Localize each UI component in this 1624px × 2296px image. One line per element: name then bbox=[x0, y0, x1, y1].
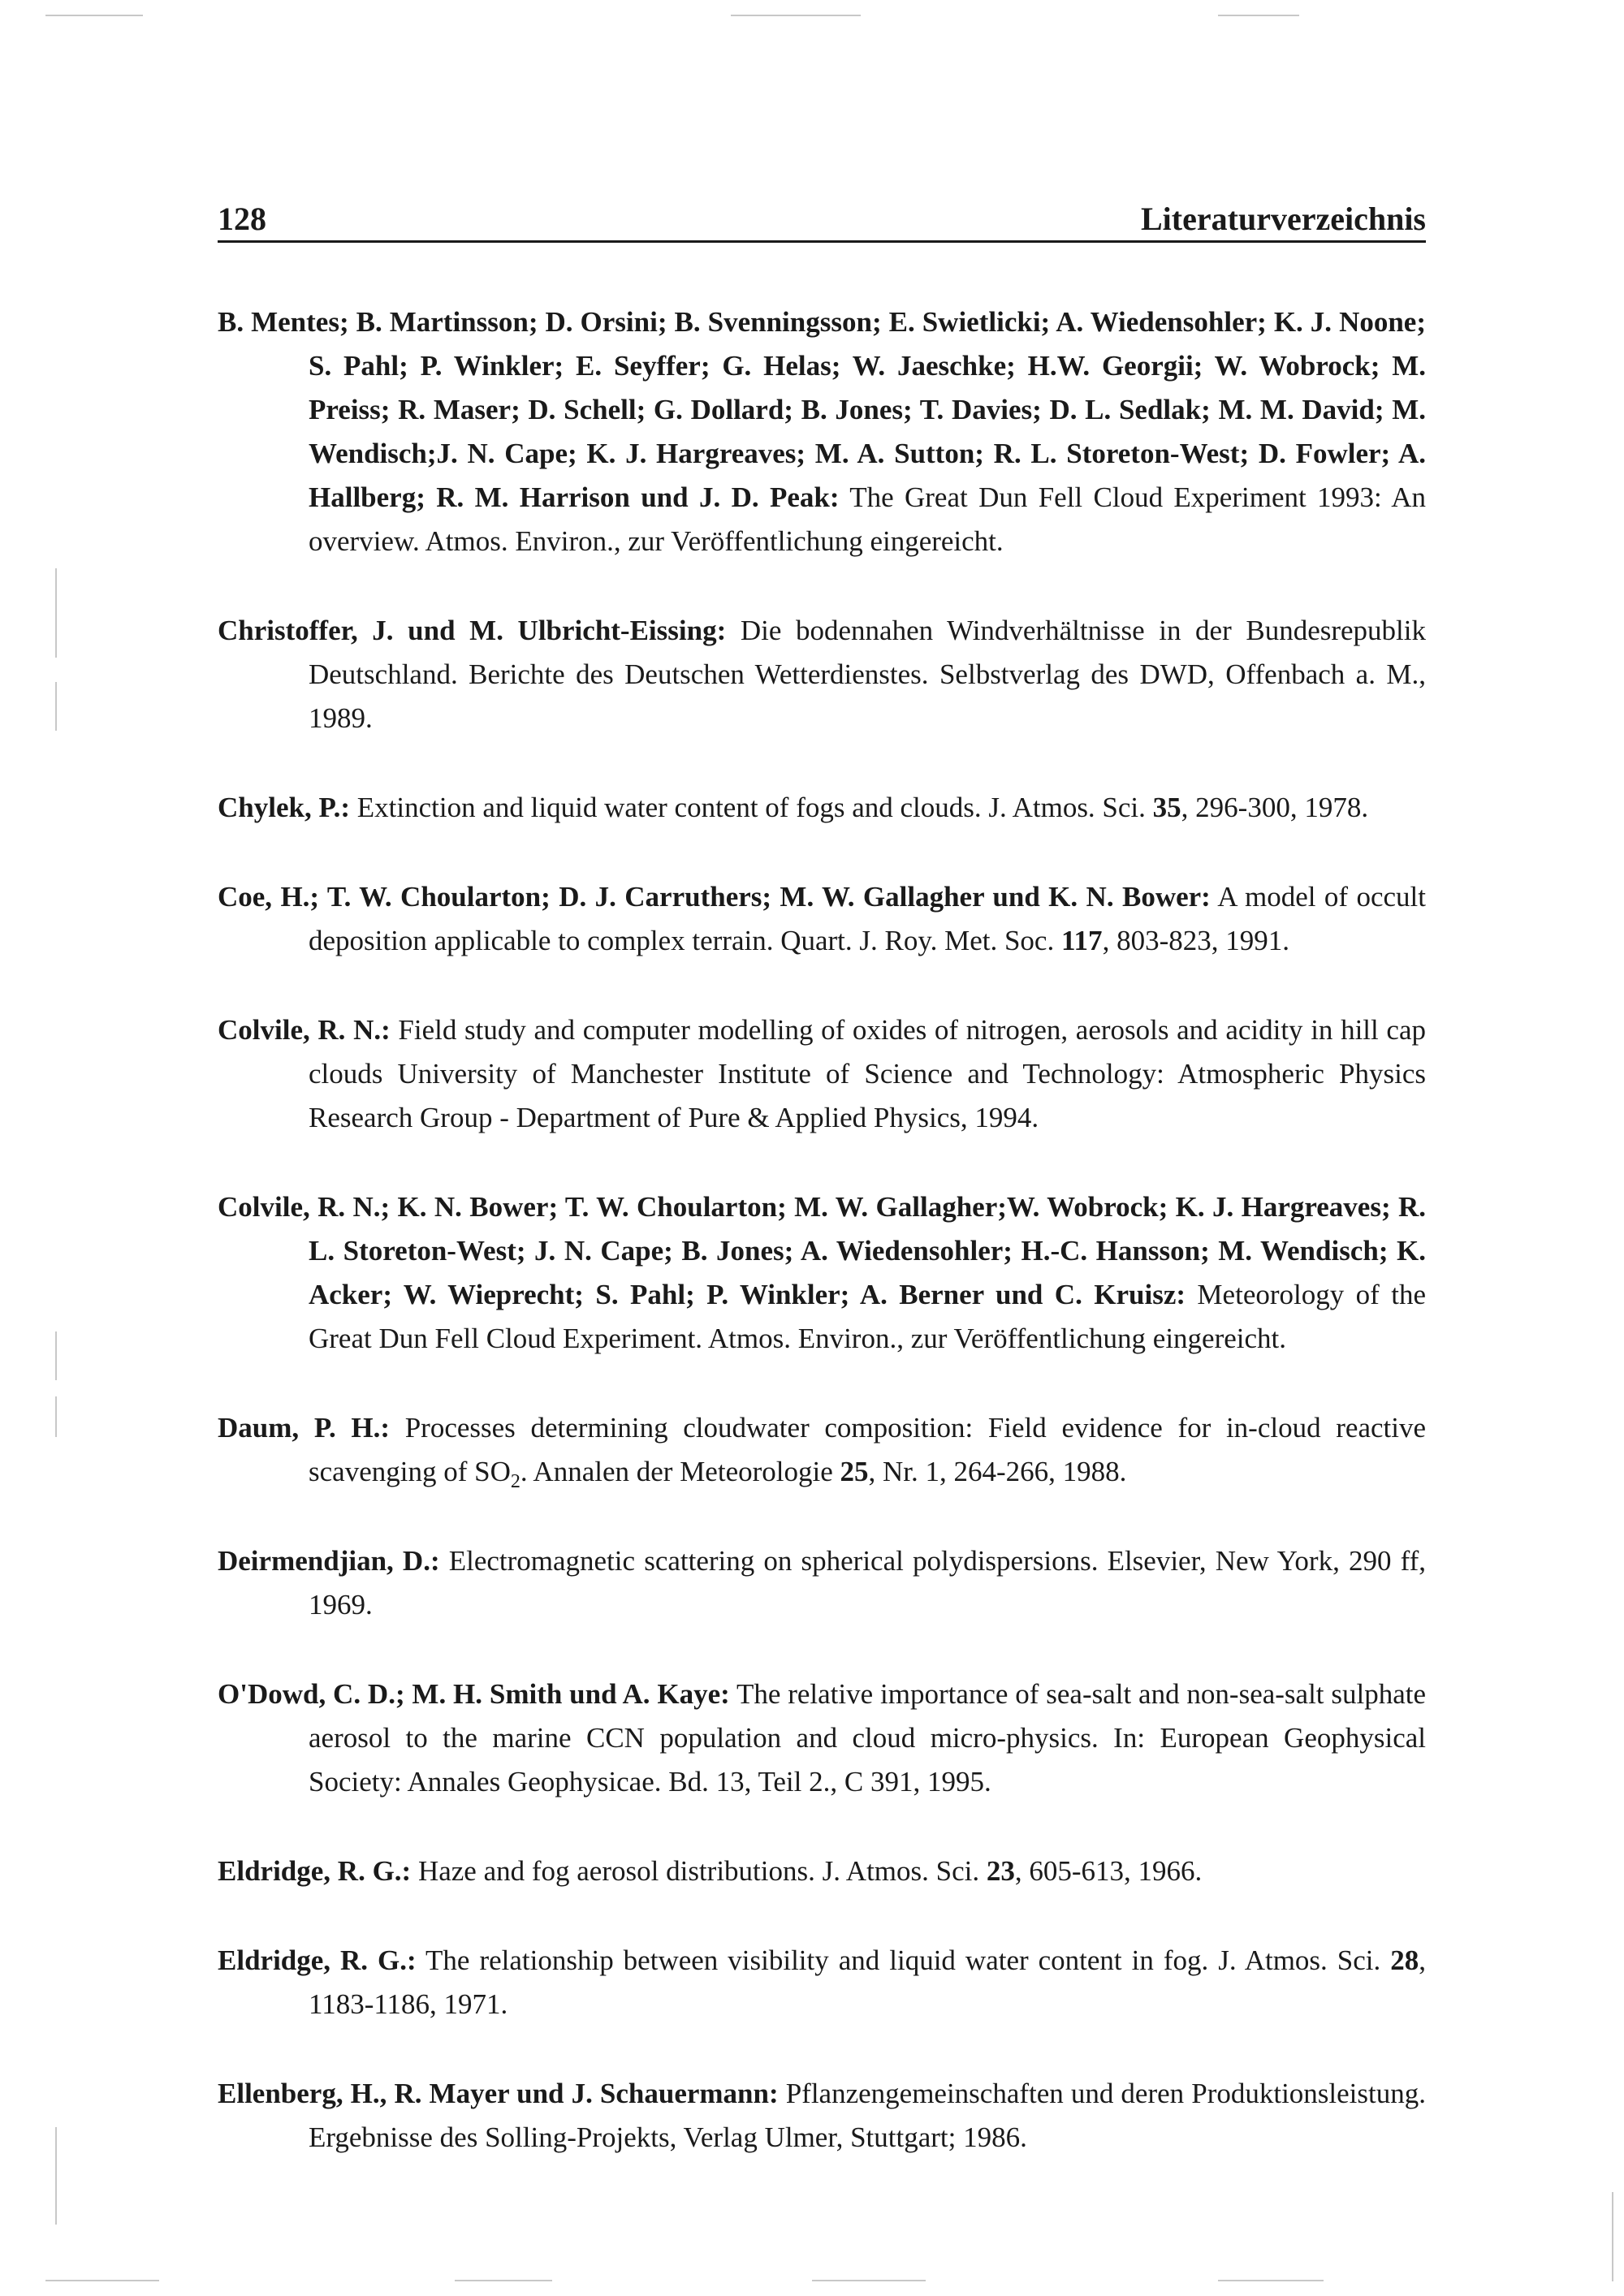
reference-authors: Daum, P. H.: bbox=[218, 1412, 391, 1444]
reference-volume: 23 bbox=[986, 1855, 1015, 1887]
reference-volume: 25 bbox=[840, 1456, 869, 1487]
reference-text: Haze and fog aerosol distributions. J. Atmos. Sci. bbox=[411, 1855, 987, 1887]
reference-entry bbox=[218, 1406, 1426, 1494]
reference-entry bbox=[218, 875, 1426, 963]
reference-text: Die bodennahen Windverhältnisse in der Bundesrepublik Deutschland. Berichte des Deutschen Wetterdienstes. Selbstverlag des DWD, Offenbach a. M., 1989. bbox=[309, 615, 1426, 734]
reference-authors: O'Dowd, C. D.; M. H. Smith und A. Kaye: bbox=[218, 1678, 730, 1710]
reference-entry bbox=[218, 609, 1426, 740]
reference-text: , 605-613, 1966. bbox=[1014, 1855, 1203, 1887]
reference-text: Extinction and liquid water content of fogs and clouds. J. Atmos. Sci. bbox=[350, 792, 1153, 823]
scan-edge-mark bbox=[812, 2280, 926, 2281]
scan-edge-mark bbox=[45, 2280, 159, 2281]
reference-text: , 803-823, 1991. bbox=[1102, 925, 1289, 956]
reference-authors: Coe, H.; T. W. Choularton; D. J. Carruthers; M. W. Gallagher und K. N. Bower: bbox=[218, 881, 1211, 913]
reference-text: Electromagnetic scattering on spherical polydispersions. Elsevier, New York, 290 ff, 1969. bbox=[309, 1545, 1427, 1621]
reference-entry bbox=[218, 786, 1426, 830]
scan-edge-mark bbox=[55, 1396, 57, 1437]
scan-edge-mark bbox=[731, 15, 861, 16]
scan-edge-mark bbox=[55, 1331, 57, 1380]
reference-authors: Eldridge, R. G.: bbox=[218, 1855, 412, 1887]
reference-text: , Nr. 1, 264-266, 1988. bbox=[868, 1456, 1127, 1487]
reference-authors: Deirmendjian, D.: bbox=[218, 1545, 440, 1577]
reference-entry bbox=[218, 1672, 1426, 1804]
reference-text: , 1183-1186, 1971. bbox=[309, 1944, 1426, 2020]
reference-volume: 35 bbox=[1152, 792, 1181, 823]
running-head-title: Literaturverzeichnis bbox=[1141, 201, 1426, 237]
scan-edge-mark bbox=[55, 568, 57, 658]
reference-entry bbox=[218, 1185, 1426, 1361]
reference-entry bbox=[218, 2072, 1426, 2160]
reference-text: , 296-300, 1978. bbox=[1181, 792, 1369, 823]
reference-entry bbox=[218, 1939, 1426, 2026]
reference-volume: 28 bbox=[1390, 1944, 1419, 1976]
scan-edge-mark bbox=[1218, 2280, 1324, 2281]
reference-entry bbox=[218, 1008, 1426, 1140]
reference-authors: Ellenberg, H., R. Mayer und J. Schauermann: bbox=[218, 2078, 779, 2109]
reference-subscript: 2 bbox=[510, 1471, 520, 1492]
scan-edge-mark bbox=[1612, 2192, 1613, 2281]
page-header bbox=[218, 195, 1426, 243]
reference-text: The relationship between visibility and liquid water content in fog. J. Atmos. Sci. bbox=[416, 1944, 1391, 1976]
reference-text: Field study and computer modelling of oxides of nitrogen, aerosols and acidity in hill cap clouds University of Manchester Institute of Science and Technology: Atmospheric Physics Research Group - Department of Pure & Applied Physics, 1994. bbox=[309, 1014, 1426, 1133]
reference-text: The Great Dun Fell Cloud Experiment 1993: An overview. Atmos. Environ., zur Veröffentlichung eingereicht. bbox=[309, 481, 1426, 557]
reference-text: . Annalen der Meteorologie bbox=[520, 1456, 840, 1487]
reference-text: Processes determining cloudwater composition: Field evidence for in-cloud reactive scavenging of SO bbox=[309, 1412, 1426, 1487]
reference-authors: Christoffer, J. und M. Ulbricht-Eissing: bbox=[218, 615, 727, 646]
reference-text: A model of occult deposition applicable to complex terrain. Quart. J. Roy. Met. Soc. bbox=[309, 881, 1426, 956]
reference-authors: B. Mentes; B. Martinsson; D. Orsini; B. Svenningsson; E. Swietlicki; A. Wiedensohler; K. J. Noone; S. Pahl; P. Winkler; E. Seyffer; G. Helas; W. Jaeschke; H.W. Georgii; W. Wobrock; M. Preiss; R. Maser; D. Schell; G. Dollard; B. Jones; T. Davies; D. L. Sedlak; M. M. David; M. Wendisch;J. N. Cape; K. J. Hargreaves; M. A. Sutton; R. L. Storeton-West; D. Fowler; A. Hallberg; R. M. Harrison und J. D. Peak: bbox=[218, 306, 1426, 513]
reference-authors: Eldridge, R. G.: bbox=[218, 1944, 417, 1976]
reference-text: Pflanzengemeinschaften und deren Produktionsleistung. Ergebnisse des Solling-Projekts, Verlag Ulmer, Stuttgart; 1986. bbox=[309, 2078, 1427, 2153]
scan-edge-mark bbox=[1218, 15, 1299, 16]
reference-volume: 117 bbox=[1060, 925, 1103, 956]
reference-entry bbox=[218, 1849, 1426, 1893]
reference-entry bbox=[218, 1539, 1426, 1627]
reference-authors: Colvile, R. N.; K. N. Bower; T. W. Choularton; M. W. Gallagher;W. Wobrock; K. J. Hargreaves; R. L. Storeton-West; J. N. Cape; B. Jones; A. Wiedensohler; H.-C. Hansson; M. Wendisch; K. Acker; W. Wieprecht; S. Pahl; P. Winkler; A. Berner und C. Kruisz: bbox=[218, 1191, 1426, 1310]
scan-edge-mark bbox=[55, 682, 57, 731]
reference-text: The relative importance of sea-salt and non-sea-salt sulphate aerosol to the marine CCN population and cloud micro-physics. In: European Geophysical Society: Annales Geophysicae. Bd. 13, Teil 2., C 391, 1995. bbox=[309, 1678, 1426, 1798]
reference-authors: Chylek, P.: bbox=[218, 792, 351, 823]
reference-list bbox=[218, 300, 1426, 2205]
page-number: 128 bbox=[218, 201, 266, 237]
scan-edge-mark bbox=[55, 2127, 57, 2225]
reference-entry bbox=[218, 300, 1426, 563]
scan-edge-mark bbox=[45, 15, 143, 16]
scan-edge-mark bbox=[455, 2280, 552, 2281]
reference-authors: Colvile, R. N.: bbox=[218, 1014, 391, 1046]
reference-text: Meteorology of the Great Dun Fell Cloud Experiment. Atmos. Environ., zur Veröffentlichung eingereicht. bbox=[309, 1279, 1426, 1354]
